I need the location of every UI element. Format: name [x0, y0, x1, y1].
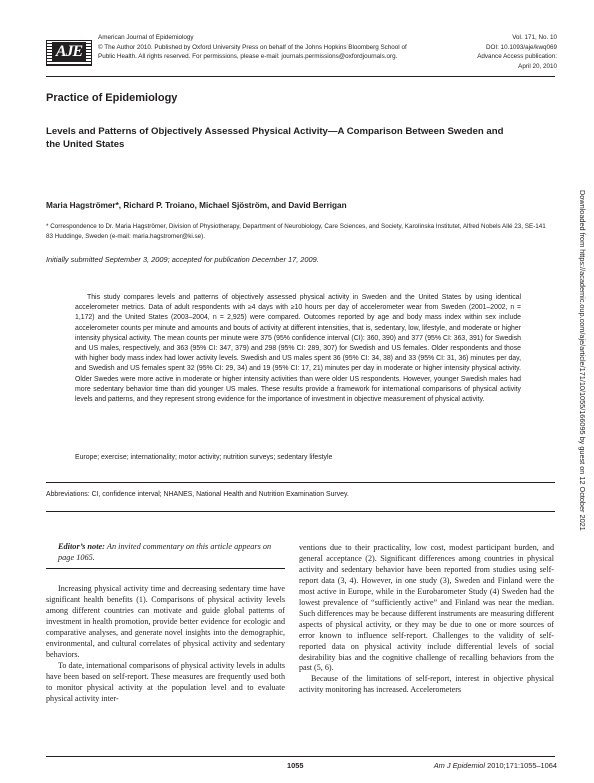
editor-note-text: An invited commentary on this article appears on page 1065.: [58, 542, 272, 562]
body-paragraph: To date, international comparisons of physical activity levels in adults have been based on self-report. These measures are frequently used both to monitor physical activity at the population level and to evaluate physical activity inter-: [46, 660, 285, 703]
correspondence: * Correspondence to Dr. Maria Hagströmer, Division of Physiotherapy, Department of Neurobiology, Care Sciences, and Society, Karolinska Institutet, Alfred Nobels Allé 23, SE-141 83 Huddinge, Sweden (e-mail: maria.hagstromer@ki.se).: [46, 223, 546, 241]
article-title: Levels and Patterns of Objectively Assessed Physical Activity—A Comparison Between Sweden and the United States: [46, 126, 504, 150]
body-paragraph: Because of the limitations of self-report, interest in objective physical activity monitoring has increased. Accelerometers: [299, 674, 554, 695]
body-column-left: [46, 584, 285, 704]
volume-info: Vol. 171, No. 10: [512, 34, 557, 41]
copyright-line: © The Author 2010. Published by Oxford University Press on behalf of the Johns Hopkins Bloomberg School of: [98, 43, 407, 51]
body-column-right: [299, 543, 554, 696]
abstract-divider-bottom: [46, 511, 555, 512]
abstract-divider-top: [46, 482, 555, 483]
abbreviations: Abbreviations: CI, confidence interval; NHANES, National Health and Nutrition Examination Survey.: [46, 491, 349, 498]
section-title: Practice of Epidemiology: [46, 92, 178, 104]
editor-note-label: Editor’s note:: [58, 542, 105, 551]
author-list: Maria Hagströmer*, Richard P. Troiano, Michael Sjöström, and David Berrigan: [46, 201, 347, 210]
journal-citation: [434, 761, 557, 770]
journal-logo: [46, 40, 92, 66]
submission-dates: Initially submitted September 3, 2009; accepted for publication December 17, 2009.: [46, 255, 319, 264]
keywords: Europe; exercise; internationality; motor activity; nutrition surveys; sedentary lifestyle: [75, 454, 333, 461]
citation-numbers: 2010;171:1055–1064: [485, 761, 557, 770]
editor-note-divider: [46, 568, 285, 569]
editor-note: [58, 541, 284, 563]
advance-access: Advance Access publication:: [477, 53, 557, 61]
publication-date: April 20, 2010: [518, 62, 557, 70]
header-right: [397, 33, 557, 71]
journal-abbrev: Am J Epidemiol: [433, 761, 486, 770]
page-number: 1055: [287, 761, 304, 770]
footer-divider: [46, 756, 555, 757]
header-left: [98, 33, 428, 62]
journal-name: American Journal of Epidemiology: [98, 34, 194, 41]
header-divider: [46, 76, 555, 77]
download-watermark: Downloaded from https://academic.oup.com/aje/article/171/10/1055/166095 by guest on 12 October 2021: [578, 190, 587, 531]
doi: DOI: 10.1093/aje/kwq069: [485, 43, 557, 51]
abstract: This study compares levels and patterns of objectively assessed physical activity in Sweden and the United States by using identical accelerometer metrics. Data of adult respondents with ≥4 days with ≥10 hours per day of accelerometer wear from Sweden (2001–2002, n = 1,172) and the United States (2003–2004, n = 2,925) were compared. Outcomes reported by age and body mass index within sex include accelerometer counts per minute and amounts and bouts of activity at different intensities, that is, sedentary, low, lifestyle, and moderate or higher intensity physical activity. The mean counts per minute were 375 (95% confidence interval (CI): 360, 390) and 377 (95% CI: 363, 391) for Swedish and US males, respectively, and 363 (95% CI: 347, 379) and 298 (95% CI: 289, 307) for Swedish and US females. Older respondents and those with higher body mass index had lower activity levels. Swedish and US males spent 36 (95% CI: 34, 38) and 33 (95% CI: 31, 36) minutes per day, and Swedish and US females spent 32 (95% CI: 29, 34) and 19 (95% CI: 17, 21) minutes per day in moderate or higher intensity physical activity. Older Swedes were more active in moderate or higher intensity activities than were older US respondents. However, younger Swedish males had more sedentary behavior time than did younger US males. These results provide a framework for international comparisons of physical activity levels and patterns, and they represent strong evidence for the importance of investment in objective measurement of physical activity.: [75, 294, 521, 404]
journal-logo-text: AJE: [52, 42, 86, 62]
copyright-line-cont: Public Health. All rights reserved. For permissions, please e-mail: journals.permissions@oxfordjournals.org.: [98, 53, 398, 61]
body-paragraph: Increasing physical activity time and decreasing sedentary time have significant health benefits (1). Comparisons of physical activity levels among different countries can motivate and guide global patterns of investment in health promotion, provide better evidence for ecologic and comparative analyses, and generate novel insights into the demographic, environmental, and cultural correlates of physical activity and sedentary behaviors.: [46, 584, 285, 659]
body-paragraph: ventions due to their practicality, low cost, modest participant burden, and general acceptance (2). Significant differences among countries in physical activity and sedentary behavior have been reported from studies using self-report data (3, 4). However, in one study (3), Sweden and Finland were the most active in Europe, while in the Eurobarometer Study (4) Sweden had the lowest prevalence of “sufficiently active” and Finland was near the median. Such differences may be because different instruments are measuring different aspects of physical activity, or they may be due to one or more sources of error known to influence self-report. Challenges to the validity of self-reported data on physical activity include differential levels of social desirability bias and the cognitive challenge of recalling behaviors from the past (5, 6).: [299, 543, 554, 673]
